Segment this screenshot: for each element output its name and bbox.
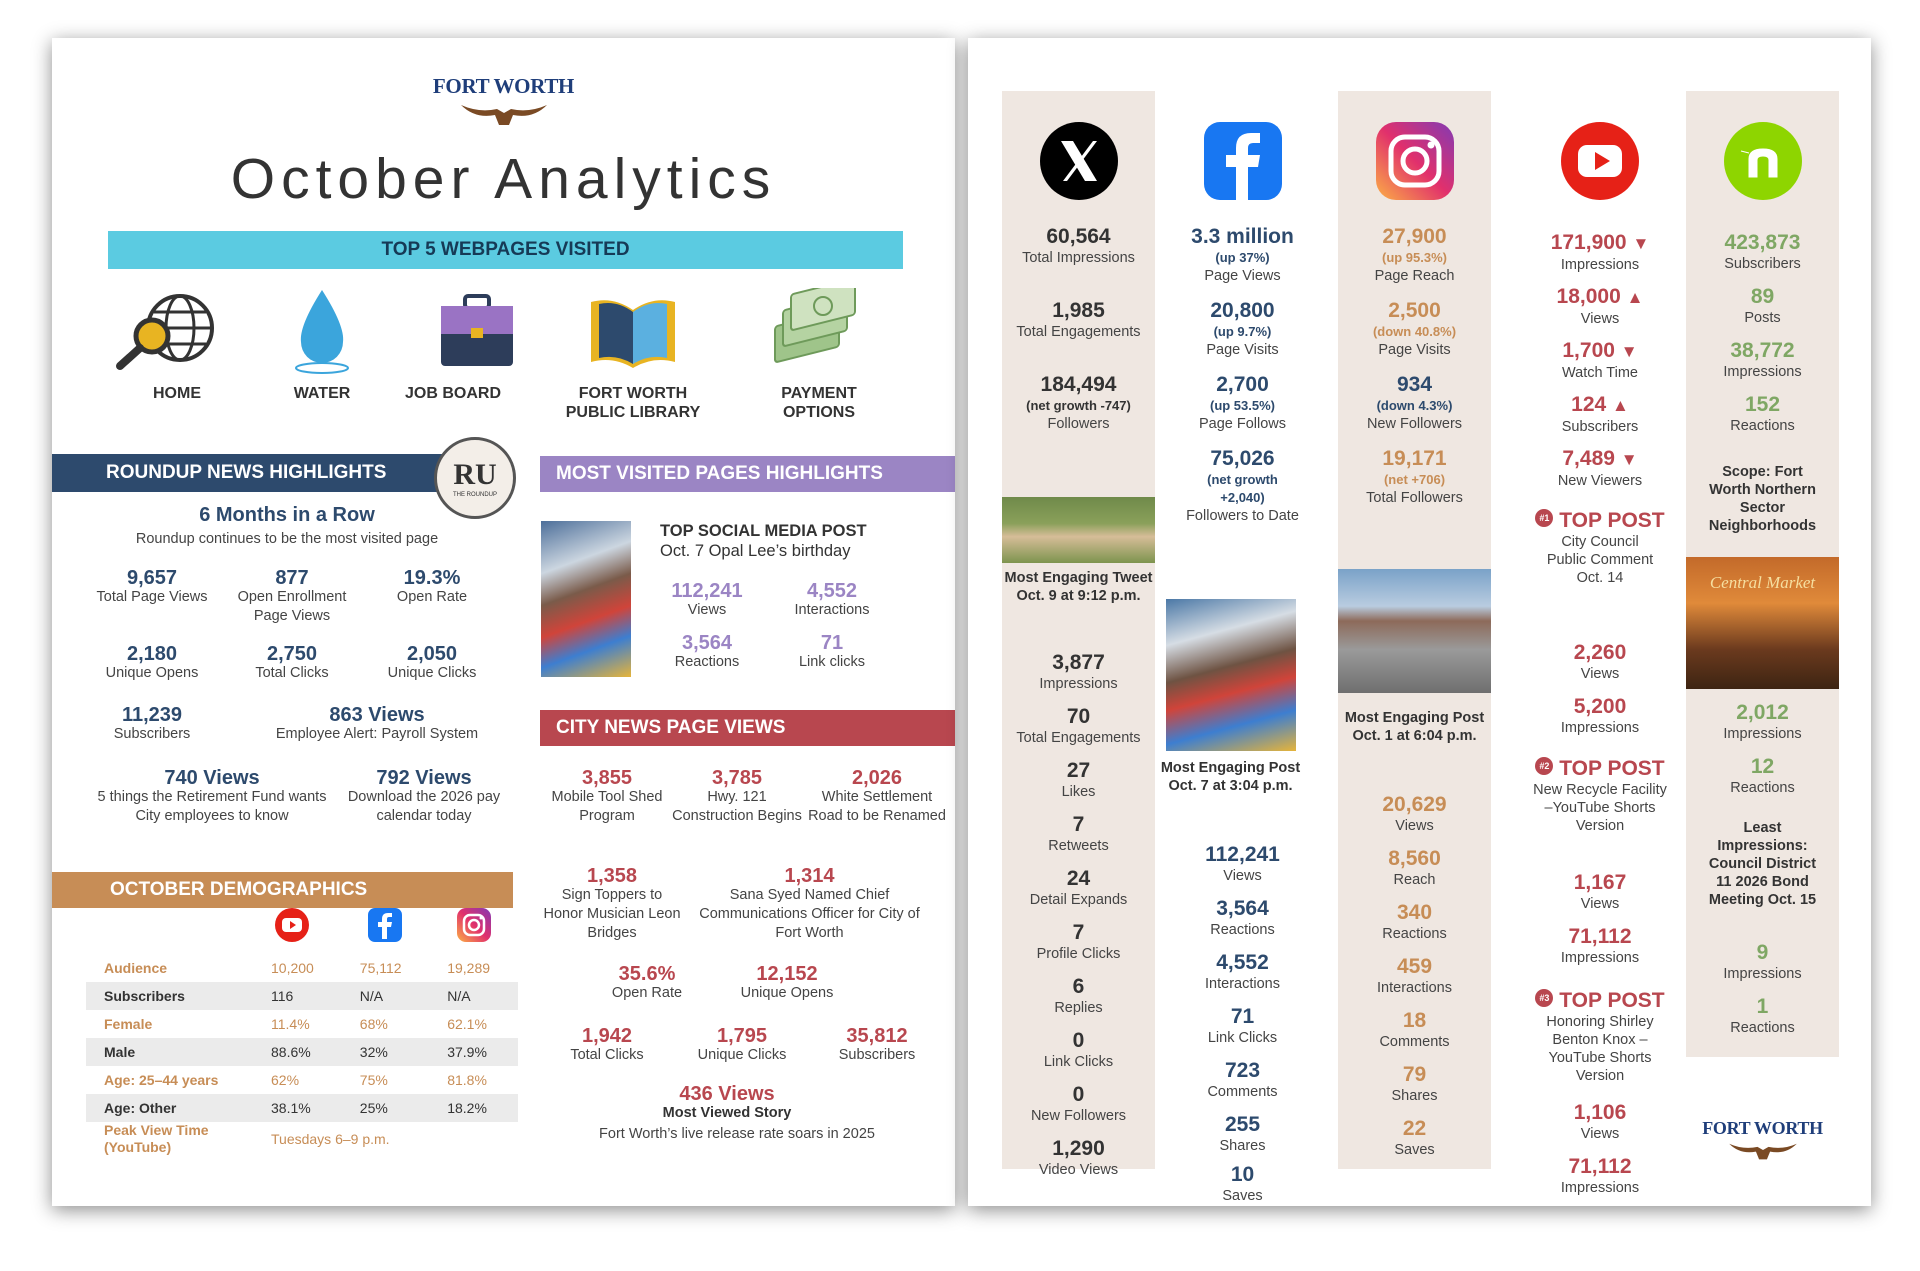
post-stat: 4,552 Interactions bbox=[794, 580, 870, 618]
table-row: Male 88.6% 32% 37.9% bbox=[86, 1038, 518, 1066]
ig-stat: 27,900 (up 95.3%) Page Reach bbox=[1374, 225, 1455, 284]
ig-post-stat: 22 Saves bbox=[1394, 1117, 1435, 1158]
opal-lee-photo bbox=[541, 521, 631, 677]
table-row: Audience 10,200 75,112 19,289 bbox=[104, 960, 491, 976]
roundup-stat: 19.3% Open Rate bbox=[396, 567, 468, 605]
yt-post-stat: 2,260 Views bbox=[1573, 641, 1627, 682]
x-post-stat: 27 Likes bbox=[1061, 759, 1096, 800]
ig-stat: 19,171 (net +706) Total Followers bbox=[1366, 447, 1463, 506]
nd-post-stat: 2,012 Impressions bbox=[1723, 701, 1802, 742]
x-post-stat: 7 Retweets bbox=[1048, 813, 1109, 854]
ig-stat: 2,500 (down 40.8%) Page Visits bbox=[1372, 299, 1457, 358]
yt-stat: 1,700 ▼ Watch Time bbox=[1561, 339, 1638, 381]
city-news-stat: 1,314 Sana Syed Named Chief Communications Officer for City of Fort Worth bbox=[699, 865, 920, 941]
yt-post-stat: 1,167 Views bbox=[1573, 871, 1627, 912]
nd-stat: 38,772 Impressions bbox=[1723, 339, 1802, 380]
yt-post-stat: 5,200 Impressions bbox=[1560, 695, 1640, 736]
roundup-stat: 863 Views Employee Alert: Payroll System bbox=[275, 704, 479, 742]
roundup-stat: 2,180 Unique Opens bbox=[105, 643, 199, 681]
nextdoor-logo-icon bbox=[1723, 121, 1803, 201]
yt-stat: 124 ▲ Subscribers bbox=[1561, 393, 1639, 435]
most-viewed-story: 436 Views Most Viewed Story bbox=[662, 1083, 792, 1121]
city-news-stat: 3,785 Hwy. 121 Construction Begins bbox=[672, 767, 802, 824]
ig-post-stat: 79 Shares bbox=[1391, 1063, 1438, 1104]
city-news-stat: 1,358 Sign Toppers to Honor Musician Leon Bridges bbox=[543, 865, 681, 941]
top5-heading: TOP 5 WEBPAGES VISITED bbox=[108, 231, 903, 269]
globe-search-icon bbox=[112, 292, 222, 372]
fb-post-caption: Most Engaging Post Oct. 7 at 3:04 p.m. bbox=[1160, 760, 1301, 794]
table-row: Female 11.4% 68% 62.1% bbox=[104, 1016, 487, 1032]
city-news-stat: 35,812 Subscribers bbox=[838, 1025, 916, 1063]
photo-sign: Central Market bbox=[1709, 573, 1816, 592]
table-row: Age: 25–44 years 62% 75% 81.8% bbox=[104, 1072, 487, 1088]
briefcase-icon bbox=[437, 292, 517, 372]
ig-stat: 934 (down 4.3%) New Followers bbox=[1366, 373, 1463, 432]
top5-label-4[interactable]: FORT WORTH PUBLIC LIBRARY bbox=[565, 385, 701, 421]
x-stat: 60,564 Total Impressions bbox=[1022, 225, 1135, 266]
city-news-stat: 2,026 White Settlement Road to be Renamed bbox=[808, 767, 946, 824]
roundup-stat: 2,050 Unique Clicks bbox=[387, 643, 477, 681]
trend-up-icon: ▲ bbox=[1626, 288, 1644, 307]
yt-stat: 7,489 ▼ New Viewers bbox=[1557, 447, 1643, 489]
x-stat: 1,985 Total Engagements bbox=[1016, 299, 1141, 340]
x-post-stat: 70 Total Engagements bbox=[1016, 705, 1141, 746]
facebook-column bbox=[1160, 91, 1319, 1204]
ig-post-stat: 8,560 Reach bbox=[1388, 847, 1441, 888]
ig-post-stat: 340 Reactions bbox=[1382, 901, 1447, 942]
fb-stat: 20,800 (up 9.7%) Page Visits bbox=[1206, 299, 1279, 358]
rank-badge: #2 bbox=[1535, 757, 1553, 775]
fb-post-stat: 3,564 Reactions bbox=[1210, 897, 1275, 938]
yt-top-post-2: #2 TOP POST New Recycle Facility –YouTube Shorts Version bbox=[1533, 757, 1667, 834]
roundup-stat: 11,239 Subscribers bbox=[113, 704, 191, 742]
instagram-logo-icon bbox=[1375, 121, 1455, 201]
fort-worth-logo-footer bbox=[1686, 1118, 1839, 1166]
x-post-stat: 24 Detail Expands bbox=[1029, 867, 1128, 908]
trend-down-icon: ▼ bbox=[1620, 450, 1638, 469]
fb-stat: 3.3 million (up 37%) Page Views bbox=[1191, 225, 1294, 284]
roundup-heading: ROUNDUP NEWS HIGHLIGHTS bbox=[52, 454, 452, 492]
fb-stat: 2,700 (up 53.5%) Page Follows bbox=[1198, 373, 1287, 432]
city-news-heading: CITY NEWS PAGE VIEWS bbox=[540, 710, 955, 746]
yt-post-stat: 71,112 Impressions bbox=[1560, 925, 1640, 966]
nd-stat: 423,873 Subscribers bbox=[1724, 231, 1801, 272]
top5-label-5[interactable]: PAYMENT OPTIONS bbox=[781, 385, 857, 421]
roundup-badge-text: RU bbox=[453, 458, 497, 491]
nextdoor-column bbox=[1686, 91, 1839, 1057]
yt-stat: 18,000 ▲ Views bbox=[1556, 285, 1644, 327]
left-page bbox=[52, 38, 955, 1206]
yt-post-stat: 1,106 Views bbox=[1573, 1101, 1627, 1142]
most-viewed-story-title: Fort Worth’s live release rate soars in 2025 bbox=[599, 1126, 875, 1142]
fb-post-stat: 10 Saves bbox=[1222, 1163, 1263, 1204]
roundup-sub: Roundup continues to be the most visited page bbox=[135, 531, 439, 547]
city-news-stat: 1,942 Total Clicks bbox=[570, 1025, 644, 1063]
logo-text: FORT WORTH bbox=[1702, 1118, 1823, 1138]
fb-post-stat: 112,241 Views bbox=[1205, 843, 1280, 884]
x-post-stat: 6 Replies bbox=[1054, 975, 1103, 1016]
nd-least-stat: 1 Reactions bbox=[1730, 995, 1795, 1036]
central-market-photo bbox=[1686, 557, 1839, 689]
ig-post-stat: 20,629 Views bbox=[1382, 793, 1447, 834]
x-post-stat: 7 Profile Clicks bbox=[1036, 921, 1121, 962]
yt-post-stat: 71,112 Impressions bbox=[1560, 1155, 1640, 1196]
post-stat: 71 Link clicks bbox=[798, 632, 866, 670]
right-page bbox=[968, 38, 1871, 1206]
instagram-column bbox=[1338, 91, 1491, 1169]
trend-down-icon: ▼ bbox=[1632, 234, 1650, 253]
youtube-column bbox=[1520, 91, 1680, 1196]
demographics-heading: OCTOBER DEMOGRAPHICS bbox=[52, 872, 513, 908]
facebook-logo-icon bbox=[1203, 121, 1283, 201]
city-news-stat: 3,855 Mobile Tool Shed Program bbox=[551, 767, 663, 824]
top-post-title: TOP SOCIAL MEDIA POST bbox=[660, 522, 867, 540]
nd-stat: 89 Posts bbox=[1744, 285, 1781, 326]
top5-label-3[interactable]: JOB BOARD bbox=[404, 385, 501, 402]
ig-post-caption: Most Engaging Post Oct. 1 at 6:04 p.m. bbox=[1344, 710, 1485, 744]
roundup-stat: 2,750 Total Clicks bbox=[255, 643, 329, 681]
rank-badge: #1 bbox=[1535, 509, 1553, 527]
yt-top-post-3: #3 TOP POST Honoring Shirley Benton Knox –YouTube Shorts Version bbox=[1520, 989, 1680, 1085]
opal-lee-photo-fb bbox=[1166, 599, 1296, 751]
roundup-headline: 6 Months in a Row bbox=[199, 504, 375, 526]
top5-label-2[interactable]: WATER bbox=[293, 385, 351, 402]
city-news-stat: 1,795 Unique Clicks bbox=[697, 1025, 787, 1063]
roundup-stat: 877 Open Enrollment Page Views bbox=[237, 567, 347, 624]
fb-stat: 75,026 (net growth +2,040) Followers to Date bbox=[1186, 447, 1299, 524]
top-post-sub: Oct. 7 Opal Lee’s birthday bbox=[660, 542, 851, 560]
city-news-stat: 35.6% Open Rate bbox=[611, 963, 683, 1001]
longhorn-icon bbox=[459, 99, 549, 127]
ig-post-stat: 459 Interactions bbox=[1377, 955, 1452, 996]
demographics-table bbox=[86, 954, 518, 1156]
fb-post-stat: 4,552 Interactions bbox=[1205, 951, 1280, 992]
nd-post-stat: 12 Reactions bbox=[1730, 755, 1795, 796]
post-stat: 112,241 Views bbox=[671, 580, 743, 618]
roundup-stat: 740 Views 5 things the Retirement Fund wants City employees to know bbox=[97, 767, 327, 824]
rank-badge: #3 bbox=[1535, 989, 1553, 1007]
fort-worth-logo bbox=[52, 74, 955, 132]
roundup-stat: 9,657 Total Page Views bbox=[96, 567, 208, 605]
x-post-caption: Most Engaging Tweet Oct. 9 at 9:12 p.m. bbox=[1004, 570, 1153, 604]
table-row: Subscribers 116 N/A N/A bbox=[86, 982, 518, 1010]
water-drop-icon bbox=[287, 286, 357, 376]
yt-stat: 171,900 ▼ Impressions bbox=[1550, 231, 1650, 273]
fb-post-stat: 71 Link Clicks bbox=[1207, 1005, 1278, 1046]
nd-least-stat: 9 Impressions bbox=[1723, 941, 1802, 982]
x-stat: 184,494 (net growth -747) Followers bbox=[1026, 373, 1131, 432]
most-visited-heading: MOST VISITED PAGES HIGHLIGHTS bbox=[540, 456, 955, 492]
x-logo-icon bbox=[1039, 121, 1119, 201]
x-post-stat: 0 Link Clicks bbox=[1043, 1029, 1114, 1070]
money-icon bbox=[769, 288, 859, 372]
youtube-icon bbox=[274, 907, 310, 943]
x-post-stat: 0 New Followers bbox=[1030, 1083, 1127, 1124]
yt-top-post-1: #1 TOP POST City Council Public Comment Oct. 14 bbox=[1520, 509, 1680, 587]
fb-post-stat: 255 Shares bbox=[1219, 1113, 1266, 1154]
x-post-stat: 3,877 Impressions bbox=[1039, 651, 1118, 692]
nd-stat: 152 Reactions bbox=[1730, 393, 1795, 434]
trend-up-icon: ▲ bbox=[1612, 396, 1629, 415]
road-photo bbox=[1338, 569, 1491, 693]
top5-label-1[interactable]: HOME bbox=[153, 385, 201, 402]
fb-post-stat: 723 Comments bbox=[1207, 1059, 1278, 1100]
post-stat: 3,564 Reactions bbox=[674, 632, 740, 670]
page-title: October Analytics bbox=[230, 147, 777, 211]
golf-photo bbox=[1002, 497, 1155, 563]
roundup-badge-sub: THE ROUNDUP bbox=[452, 492, 497, 498]
youtube-logo-icon bbox=[1560, 121, 1640, 201]
facebook-icon bbox=[367, 907, 403, 943]
table-row: Peak View Time (YouTube) Tuesdays 6–9 p.m. bbox=[104, 1122, 390, 1155]
roundup-stat: 792 Views Download the 2026 pay calendar today bbox=[347, 767, 501, 824]
logo-text: FORT WORTH bbox=[432, 74, 575, 98]
city-news-stat: 12,152 Unique Opens bbox=[740, 963, 834, 1001]
ig-post-stat: 18 Comments bbox=[1379, 1009, 1450, 1050]
book-icon bbox=[583, 292, 683, 372]
table-row: Age: Other 38.1% 25% 18.2% bbox=[86, 1094, 518, 1122]
instagram-icon bbox=[456, 907, 492, 943]
x-post-stat: 1,290 Video Views bbox=[1038, 1137, 1119, 1178]
x-column bbox=[1002, 91, 1155, 1178]
nd-least: Least Impressions: Council District 11 2026 Bond Meeting Oct. 15 bbox=[1708, 820, 1817, 908]
longhorn-icon bbox=[1724, 1139, 1802, 1161]
trend-down-icon: ▼ bbox=[1620, 342, 1638, 361]
nd-scope: Scope: Fort Worth Northern Sector Neighborhoods bbox=[1708, 464, 1817, 534]
